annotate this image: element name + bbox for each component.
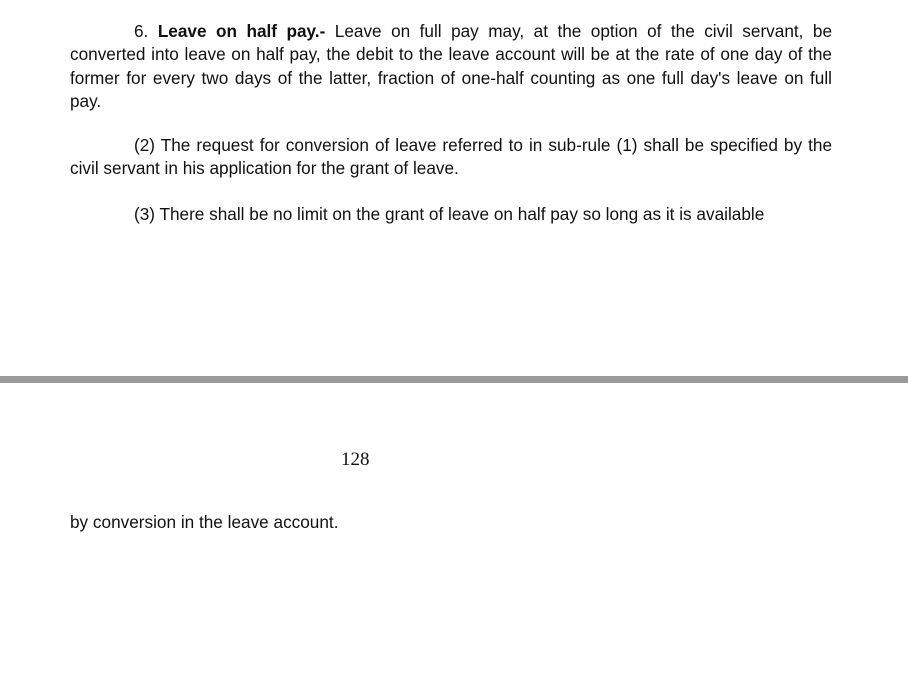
paragraph-text: (2) The request for conversion of leave referred to in sub-rule (1) shall be specified by the civil servant in his application for the grant of leave. xyxy=(70,135,832,179)
paragraph-text: Leave on full pay may, at the option of the civil servant, be converted into leave on half pay, the debit to the leave account will be at the rate of one day of the former for every two days of the latter, fraction of one-half counting as one full day's leave on full pay. xyxy=(70,21,833,112)
paragraph-text: (3) There shall be no limit on the grant of leave on half pay so long as it is available xyxy=(134,204,765,224)
paragraph-sub-rule-2 xyxy=(70,134,832,181)
page-break-divider xyxy=(0,376,908,383)
paragraph-sub-rule-3 xyxy=(70,203,832,226)
paragraph-number: 6. xyxy=(134,21,149,41)
paragraph-6 xyxy=(70,20,832,114)
page-number: 128 xyxy=(341,449,370,470)
paragraph-heading: Leave on half pay.- xyxy=(157,21,326,41)
continued-text: by conversion in the leave account. xyxy=(70,512,339,532)
page-bottom xyxy=(0,383,908,690)
